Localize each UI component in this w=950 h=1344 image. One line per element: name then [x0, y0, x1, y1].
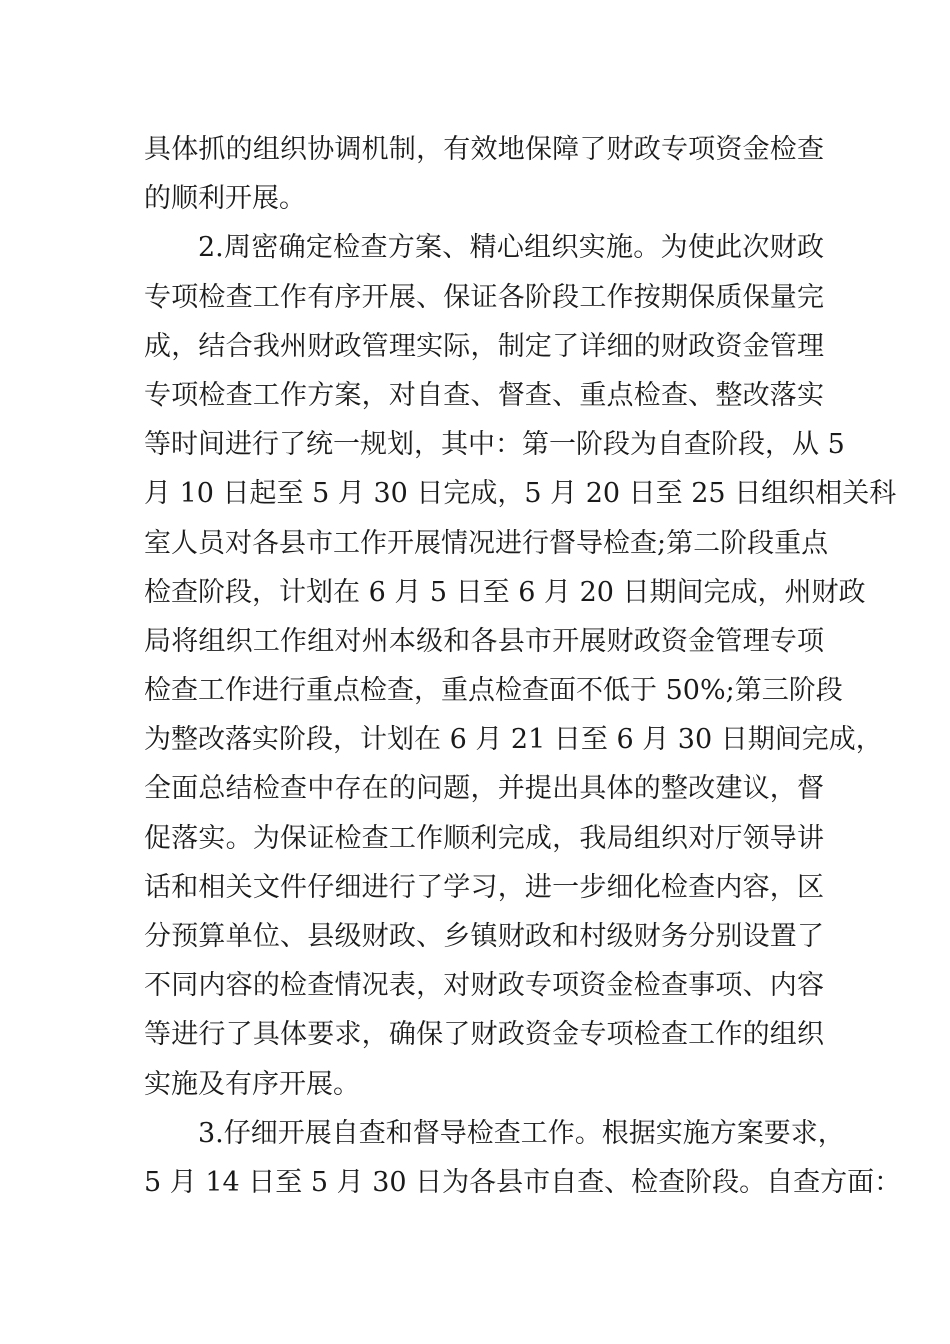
paragraph-line: 不同内容的检查情况表，对财政专项资金检查事项、内容: [144, 970, 824, 1002]
paragraph-line: 成，结合我州财政管理实际，制定了详细的财政资金管理: [144, 330, 824, 362]
paragraph-line: 检查工作进行重点检查，重点检查面不低于 50%;第三阶段: [144, 675, 843, 707]
paragraph-line: 5 月 14 日至 5 月 30 日为各县市自查、检查阶段。自查方面：: [144, 1166, 902, 1198]
paragraph-line: 为整改落实阶段，计划在 6 月 21 日至 6 月 30 日期间完成，: [144, 724, 883, 756]
paragraph-line: 具体抓的组织协调机制，有效地保障了财政专项资金检查: [144, 134, 824, 165]
paragraph-3: [144, 1109, 902, 1207]
paragraph-line: 实施及有序开展。: [144, 1068, 360, 1100]
paragraph-line: 等进行了具体要求，确保了财政资金专项检查工作的组织: [144, 1019, 824, 1051]
document-body: [144, 125, 902, 1207]
paragraph-line: 分预算单位、县级财政、乡镇财政和村级财务分别设置了: [144, 921, 824, 952]
paragraph-line: 3.仔细开展自查和督导检查工作。根据实施方案要求，: [198, 1117, 845, 1149]
paragraph-line: 月 10 日起至 5 月 30 日完成，5 月 20 日至 25 日组织相关科: [144, 478, 897, 510]
paragraph-line: 室人员对各县市工作开展情况进行督导检查;第二阶段重点: [144, 527, 829, 559]
paragraph-line: 专项检查工作有序开展、保证各阶段工作按期保质保量完: [144, 281, 824, 313]
paragraph-line: 检查阶段，计划在 6 月 5 日至 6 月 20 日期间完成，州财政: [144, 576, 866, 608]
paragraph-line: 专项检查工作方案，对自查、督查、重点检查、整改落实: [144, 379, 824, 411]
paragraph-line: 的顺利开展。: [144, 183, 306, 215]
paragraph-line: 全面总结检查中存在的问题，并提出具体的整改建议，督: [144, 773, 824, 805]
paragraph-line: 等时间进行了统一规划，其中：第一阶段为自查阶段，从 5: [144, 429, 845, 461]
paragraph-2: [144, 223, 897, 1108]
paragraph-1: [144, 125, 824, 223]
paragraph-line: 局将组织工作组对州本级和各县市开展财政资金管理专项: [144, 625, 824, 657]
paragraph-line: 促落实。为保证检查工作顺利完成，我局组织对厅领导讲: [144, 822, 824, 854]
paragraph-line: 话和相关文件仔细进行了学习，进一步细化检查内容，区: [144, 871, 824, 903]
paragraph-line: 2.周密确定检查方案、精心组织实施。为使此次财政: [198, 232, 824, 264]
